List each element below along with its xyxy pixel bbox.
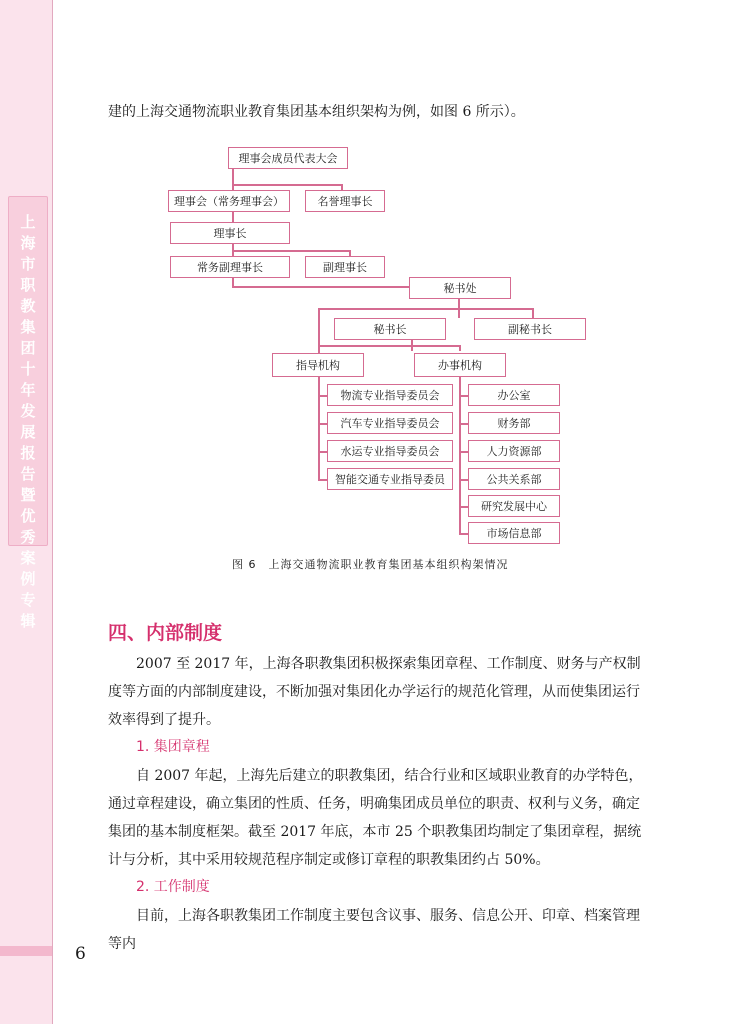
connector	[459, 345, 461, 351]
page-number-bar	[0, 946, 52, 956]
box-guidance-org: 指导机构	[272, 353, 364, 377]
box-council: 理事会（常务理事会）	[168, 190, 290, 212]
box-secretary-general: 秘书长	[334, 318, 446, 340]
connector	[318, 345, 460, 347]
paragraph: 2007 至 2017 年，上海各职教集团积极探索集团章程、工作制度、财务与产权制度等方面的内部制度建设，不断加强对集团化办学运行的规范化管理，从而使集团运行效率得到了提升。	[108, 656, 641, 728]
side-title: 上海市职教集团十年发展报告暨优秀案例专辑	[20, 213, 36, 630]
connector	[459, 377, 461, 533]
subsection-title: 2. 工作制度	[136, 879, 210, 895]
connector	[318, 377, 320, 480]
box-honorary-chairman: 名誉理事长	[305, 190, 385, 212]
box-guidance-item: 汽车专业指导委员会	[327, 412, 453, 434]
box-office-item: 财务部	[468, 412, 560, 434]
box-office-item: 研究发展中心	[468, 495, 560, 517]
box-office-org: 办事机构	[414, 353, 506, 377]
box-office-item: 市场信息部	[468, 522, 560, 544]
connector	[318, 308, 533, 310]
box-office-item: 人力资源部	[468, 440, 560, 462]
box-exec-vice-chairman: 常务副理事长	[170, 256, 290, 278]
box-guidance-item: 物流专业指导委员会	[327, 384, 453, 406]
box-chairman: 理事长	[170, 222, 290, 244]
connector	[232, 250, 350, 252]
connector	[232, 184, 342, 186]
connector	[318, 308, 320, 355]
box-guidance-item: 水运专业指导委员会	[327, 440, 453, 462]
paragraph: 目前，上海各职教集团工作制度主要包含议事、服务、信息公开、印章、档案管理等内	[108, 908, 640, 952]
page-number: 6	[75, 944, 86, 964]
box-guidance-item: 智能交通专业指导委员	[327, 468, 453, 490]
section-title: 四、内部制度	[108, 622, 223, 644]
side-divider	[52, 0, 53, 1024]
box-deputy-secretary-general: 副秘书长	[474, 318, 586, 340]
box-secretariat: 秘书处	[409, 277, 511, 299]
intro-line: 建的上海交通物流职业教育集团基本组织架构为例，如图 6 所示）。	[108, 104, 525, 120]
connector	[532, 308, 534, 318]
box-office-item: 办公室	[468, 384, 560, 406]
subsection-title: 1. 集团章程	[136, 739, 210, 755]
paragraph: 自 2007 年起，上海先后建立的职教集团，结合行业和区域职业教育的办学特色，通过章程建设，确立集团的性质、任务，明确集团成员单位的职责、权利与义务，确定集团的基本制度框架。截至 2017 年底，本市 25 个职教集团均制定了集团章程，据统计与分析，其中采用较规范程序制定或修订章程的职教集团约占 50%。	[108, 768, 643, 868]
figure-caption: 图 6 上海交通物流职业教育集团基本组织构架情况	[232, 558, 509, 571]
box-member-assembly: 理事会成员代表大会	[228, 147, 348, 169]
connector	[232, 286, 410, 288]
box-office-item: 公共关系部	[468, 468, 560, 490]
box-vice-chairman: 副理事长	[305, 256, 385, 278]
